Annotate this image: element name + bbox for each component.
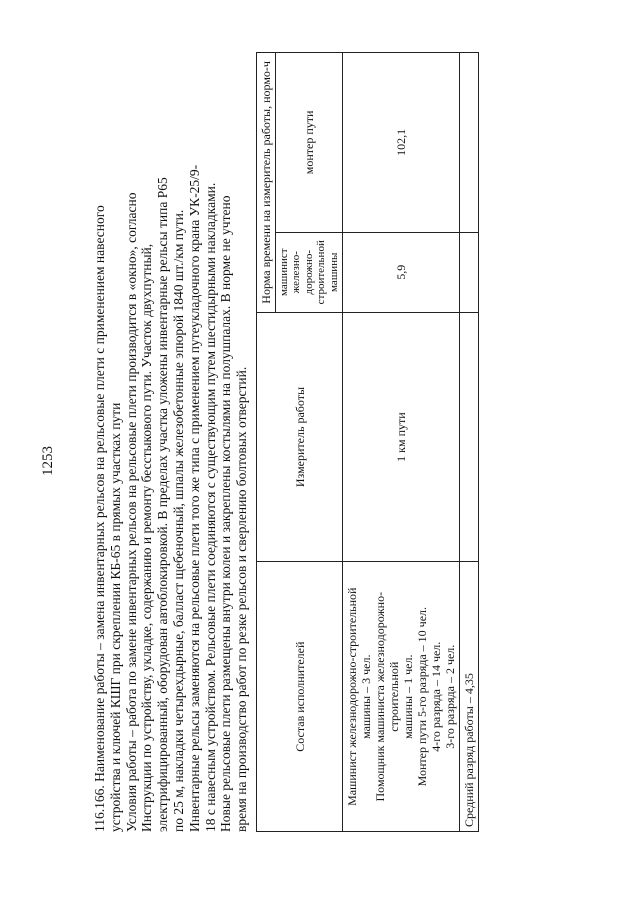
- empty-cell: [460, 232, 479, 312]
- header-unit: Измеритель работы: [256, 312, 343, 562]
- description-line: 116.166. Наименование работы – замена инвентарных рельсов на рельсовые плети с применением навесного: [92, 205, 107, 832]
- crew-line: машины – 1 чел.: [401, 654, 416, 739]
- empty-cell: [460, 312, 479, 562]
- crew-line: Машинист железнодорожно-строительной: [345, 587, 360, 806]
- header-track-fitter: монтер пути: [275, 53, 343, 233]
- crew-cell: [343, 562, 460, 832]
- crew-line: Помощник машиниста железнодорожно-строительной: [373, 591, 402, 802]
- unit-cell: 1 км пути: [343, 312, 460, 562]
- track-fitter-norm-cell: 102,1: [343, 53, 460, 233]
- description-line: по 25 м, накладки четырехдырные, балласт щебеночный, шпалы железобетонные эпюрой 1840 шт./км пути.: [170, 209, 186, 832]
- header-machinist: машинист железно-дорожно-строительной машины: [275, 232, 343, 312]
- machinist-norm-cell: 5,9: [343, 232, 460, 312]
- description-line: Новые рельсовые плети размещены внутри колеи и закреплены костылями на полушпалах. В норме не учтено: [218, 195, 234, 832]
- table-header-row: [256, 53, 275, 832]
- table-footer-row: [460, 53, 479, 832]
- description-line: 18 с навесным устройством. Рельсовые плети соединяются с существующим путем шестидырными накладками.: [202, 182, 218, 832]
- description-line: Инвентарные рельсы заменяются на рельсовые плети того же типа с применением путеукладочного крана УК-25/9-: [186, 164, 202, 832]
- description-line: время на производство работ по резке рельсов и сверлению болтовых отверстий.: [234, 366, 250, 832]
- crew-line: машины – 3 чел.: [359, 654, 374, 739]
- description-line: устройства и ключей КШГ при скреплении КБ-65 в прямых участках пути: [107, 402, 123, 832]
- crew-line: 3-го разряда – 2 чел.: [443, 644, 458, 749]
- description-line: Инструкции по устройству, укладке, содержанию и ремонту бесстыкового пути. Участок двухпутный,: [139, 243, 155, 832]
- page-number: 1253: [40, 446, 56, 476]
- rotated-content: [92, 52, 477, 832]
- description-line: Условия работы – работа по замене инвентарных рельсов на рельсовые плети производится в «окно», согласно: [123, 192, 139, 832]
- norm-table: [256, 52, 480, 832]
- work-description: [92, 52, 250, 832]
- crew-line: 4-го разряда – 14 чел.: [429, 641, 444, 752]
- header-norm-group: Норма времени на измеритель работы, нормо-ч: [256, 53, 275, 313]
- header-crew: Состав исполнителей: [256, 562, 343, 832]
- table-row: [343, 53, 460, 832]
- description-line: электрифицированный, оборудован автоблокировкой. В пределах участка уложены инвентарные рельсы типа Р65: [155, 177, 171, 832]
- empty-cell: [460, 53, 479, 233]
- average-grade-cell: Средний разряд работы – 4,35: [460, 562, 479, 832]
- crew-line: Монтер пути 5-го разряда – 10 чел.: [415, 606, 430, 787]
